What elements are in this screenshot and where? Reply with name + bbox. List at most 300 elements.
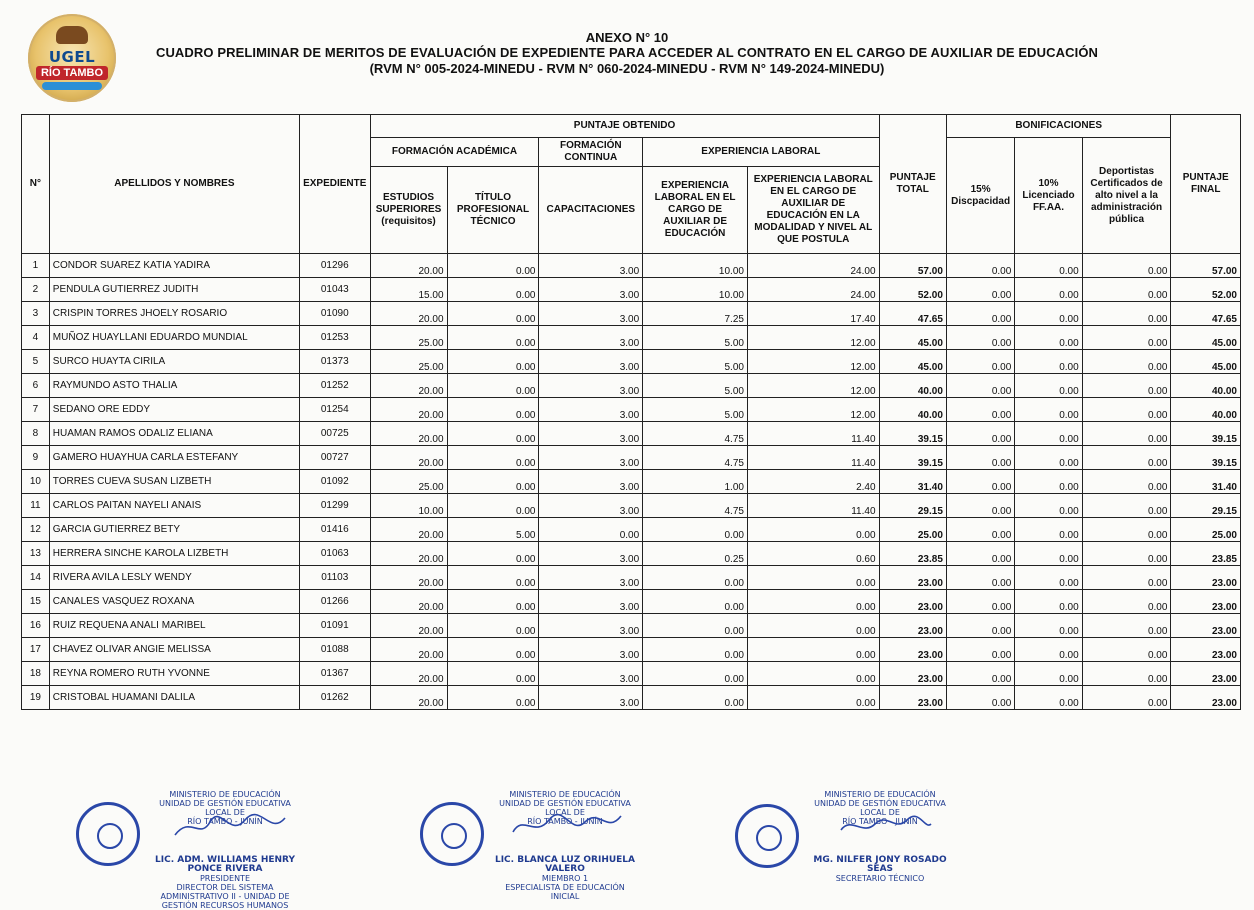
score-titulo: 0.00 xyxy=(447,542,539,566)
score-capacitaciones: 3.00 xyxy=(539,614,643,638)
seal-stamp-icon xyxy=(735,804,799,868)
bonus-discapacidad: 0.00 xyxy=(946,302,1014,326)
score-total: 23.00 xyxy=(879,614,946,638)
header-exp-cargo: EXPERIENCIA LABORAL EN EL CARGO DE AUXILIAR DE EDUCACIÓN xyxy=(643,167,748,254)
applicant-name: RAYMUNDO ASTO THALIA xyxy=(49,374,299,398)
score-capacitaciones: 3.00 xyxy=(539,494,643,518)
row-number: 9 xyxy=(22,446,50,470)
bonus-licenciado: 0.00 xyxy=(1015,278,1082,302)
score-estudios: 20.00 xyxy=(370,566,447,590)
score-final: 40.00 xyxy=(1171,374,1241,398)
sig-org2: UNIDAD DE GESTIÓN EDUCATIVA LOCAL DE xyxy=(159,799,291,817)
bonus-discapacidad: 0.00 xyxy=(946,662,1014,686)
score-total: 23.00 xyxy=(879,662,946,686)
sig-org3: RÍO TAMBO - JUNÍN xyxy=(842,817,918,826)
score-capacitaciones: 3.00 xyxy=(539,446,643,470)
score-final: 23.00 xyxy=(1171,566,1241,590)
signature-block-secretary xyxy=(805,790,955,883)
score-exp-modalidad: 2.40 xyxy=(747,470,879,494)
table-row xyxy=(22,326,1241,350)
score-titulo: 0.00 xyxy=(447,326,539,350)
handwritten-signature-icon xyxy=(170,810,290,842)
score-titulo: 0.00 xyxy=(447,470,539,494)
score-titulo: 0.00 xyxy=(447,614,539,638)
bonus-deportistas: 0.00 xyxy=(1082,662,1171,686)
score-total: 23.85 xyxy=(879,542,946,566)
row-number: 10 xyxy=(22,470,50,494)
table-row xyxy=(22,350,1241,374)
score-estudios: 20.00 xyxy=(370,590,447,614)
sig-extra: ESPECIALISTA DE EDUCACIÓN INICIAL xyxy=(505,883,625,901)
handwritten-signature-icon xyxy=(835,810,935,842)
score-capacitaciones: 3.00 xyxy=(539,350,643,374)
score-final: 40.00 xyxy=(1171,398,1241,422)
handwritten-signature-icon xyxy=(505,810,625,842)
annex-number: ANEXO N° 10 xyxy=(585,30,669,45)
table-row xyxy=(22,422,1241,446)
bonus-licenciado: 0.00 xyxy=(1015,326,1082,350)
score-final: 39.15 xyxy=(1171,446,1241,470)
sig-name: LIC. ADM. WILLIAMS HENRY PONCE RIVERA xyxy=(155,855,295,874)
score-total: 57.00 xyxy=(879,254,946,278)
applicant-name: GAMERO HUAYHUA CARLA ESTEFANY xyxy=(49,446,299,470)
score-total: 23.00 xyxy=(879,590,946,614)
applicant-name: TORRES CUEVA SUSAN LIZBETH xyxy=(49,470,299,494)
score-exp-modalidad: 0.00 xyxy=(747,566,879,590)
table-row xyxy=(22,494,1241,518)
table-row xyxy=(22,662,1241,686)
score-final: 23.85 xyxy=(1171,542,1241,566)
expediente-number: 01091 xyxy=(299,614,370,638)
score-estudios: 20.00 xyxy=(370,638,447,662)
bonus-deportistas: 0.00 xyxy=(1082,566,1171,590)
bonus-deportistas: 0.00 xyxy=(1082,614,1171,638)
score-final: 45.00 xyxy=(1171,326,1241,350)
score-exp-modalidad: 12.00 xyxy=(747,398,879,422)
score-total: 40.00 xyxy=(879,398,946,422)
score-titulo: 5.00 xyxy=(447,518,539,542)
score-estudios: 20.00 xyxy=(370,254,447,278)
bonus-deportistas: 0.00 xyxy=(1082,470,1171,494)
row-number: 6 xyxy=(22,374,50,398)
score-total: 31.40 xyxy=(879,470,946,494)
bonus-deportistas: 0.00 xyxy=(1082,374,1171,398)
applicant-name: SEDANO ORE EDDY xyxy=(49,398,299,422)
score-titulo: 0.00 xyxy=(447,254,539,278)
expediente-number: 01373 xyxy=(299,350,370,374)
bonus-licenciado: 0.00 xyxy=(1015,638,1082,662)
applicant-name: GARCIA GUTIERREZ BETY xyxy=(49,518,299,542)
sig-name: LIC. BLANCA LUZ ORIHUELA VALERO xyxy=(494,855,636,874)
score-estudios: 10.00 xyxy=(370,494,447,518)
header-name: APELLIDOS Y NOMBRES xyxy=(49,115,299,254)
seal-stamp-icon xyxy=(420,802,484,866)
row-number: 16 xyxy=(22,614,50,638)
score-capacitaciones: 3.00 xyxy=(539,566,643,590)
bonus-licenciado: 0.00 xyxy=(1015,494,1082,518)
header-exp-modalidad: EXPERIENCIA LABORAL EN EL CARGO DE AUXILIAR DE EDUCACIÓN EN LA MODALIDAD Y NIVEL AL QUE POSTULA xyxy=(747,167,879,254)
header-experiencia-laboral: EXPERIENCIA LABORAL xyxy=(643,138,879,167)
score-titulo: 0.00 xyxy=(447,278,539,302)
bonus-deportistas: 0.00 xyxy=(1082,398,1171,422)
bonus-discapacidad: 0.00 xyxy=(946,614,1014,638)
score-exp-cargo: 5.00 xyxy=(643,326,748,350)
score-final: 39.15 xyxy=(1171,422,1241,446)
score-capacitaciones: 3.00 xyxy=(539,398,643,422)
applicant-name: HERRERA SINCHE KAROLA LIZBETH xyxy=(49,542,299,566)
table-row xyxy=(22,542,1241,566)
table-row xyxy=(22,398,1241,422)
score-estudios: 25.00 xyxy=(370,350,447,374)
header-formacion-academica: FORMACIÓN ACADÉMICA xyxy=(370,138,539,167)
bonus-licenciado: 0.00 xyxy=(1015,470,1082,494)
score-final: 45.00 xyxy=(1171,350,1241,374)
table-row xyxy=(22,374,1241,398)
score-exp-cargo: 5.00 xyxy=(643,398,748,422)
score-capacitaciones: 3.00 xyxy=(539,470,643,494)
score-estudios: 20.00 xyxy=(370,398,447,422)
row-number: 5 xyxy=(22,350,50,374)
expediente-number: 01299 xyxy=(299,494,370,518)
bonus-licenciado: 0.00 xyxy=(1015,374,1082,398)
score-exp-cargo: 0.25 xyxy=(643,542,748,566)
score-estudios: 20.00 xyxy=(370,542,447,566)
score-exp-modalidad: 17.40 xyxy=(747,302,879,326)
table-row xyxy=(22,302,1241,326)
sig-org3: RÍO TAMBO - JUNÍN xyxy=(187,817,263,826)
table-row xyxy=(22,518,1241,542)
bonus-licenciado: 0.00 xyxy=(1015,302,1082,326)
score-estudios: 20.00 xyxy=(370,662,447,686)
score-total: 47.65 xyxy=(879,302,946,326)
merit-table xyxy=(21,114,1241,710)
table-row xyxy=(22,446,1241,470)
score-exp-cargo: 0.00 xyxy=(643,662,748,686)
applicant-name: SURCO HUAYTA CIRILA xyxy=(49,350,299,374)
row-number: 11 xyxy=(22,494,50,518)
score-capacitaciones: 3.00 xyxy=(539,422,643,446)
score-exp-modalidad: 0.60 xyxy=(747,542,879,566)
score-estudios: 20.00 xyxy=(370,518,447,542)
score-exp-modalidad: 12.00 xyxy=(747,350,879,374)
row-number: 15 xyxy=(22,590,50,614)
header-capacitaciones: CAPACITACIONES xyxy=(539,167,643,254)
row-number: 17 xyxy=(22,638,50,662)
score-capacitaciones: 0.00 xyxy=(539,518,643,542)
bonus-deportistas: 0.00 xyxy=(1082,302,1171,326)
bonus-licenciado: 0.00 xyxy=(1015,686,1082,710)
score-exp-cargo: 4.75 xyxy=(643,494,748,518)
bonus-licenciado: 0.00 xyxy=(1015,590,1082,614)
score-titulo: 0.00 xyxy=(447,638,539,662)
score-capacitaciones: 3.00 xyxy=(539,686,643,710)
bonus-discapacidad: 0.00 xyxy=(946,470,1014,494)
score-exp-cargo: 0.00 xyxy=(643,614,748,638)
applicant-name: CONDOR SUAREZ KATIA YADIRA xyxy=(49,254,299,278)
bonus-licenciado: 0.00 xyxy=(1015,518,1082,542)
expediente-number: 01103 xyxy=(299,566,370,590)
score-estudios: 20.00 xyxy=(370,686,447,710)
bonus-deportistas: 0.00 xyxy=(1082,350,1171,374)
score-estudios: 25.00 xyxy=(370,470,447,494)
score-titulo: 0.00 xyxy=(447,662,539,686)
applicant-name: CANALES VASQUEZ ROXANA xyxy=(49,590,299,614)
row-number: 3 xyxy=(22,302,50,326)
score-estudios: 20.00 xyxy=(370,374,447,398)
score-estudios: 25.00 xyxy=(370,326,447,350)
bonus-licenciado: 0.00 xyxy=(1015,254,1082,278)
score-final: 23.00 xyxy=(1171,638,1241,662)
score-capacitaciones: 3.00 xyxy=(539,590,643,614)
row-number: 14 xyxy=(22,566,50,590)
sig-role: SECRETARIO TÉCNICO xyxy=(835,874,925,883)
score-capacitaciones: 3.00 xyxy=(539,326,643,350)
row-number: 19 xyxy=(22,686,50,710)
score-titulo: 0.00 xyxy=(447,350,539,374)
table-row xyxy=(22,614,1241,638)
score-total: 39.15 xyxy=(879,422,946,446)
bonus-deportistas: 0.00 xyxy=(1082,494,1171,518)
expediente-number: 01254 xyxy=(299,398,370,422)
expediente-number: 01088 xyxy=(299,638,370,662)
score-estudios: 20.00 xyxy=(370,302,447,326)
header-puntaje-total: PUNTAJE TOTAL xyxy=(879,115,946,254)
score-exp-modalidad: 11.40 xyxy=(747,494,879,518)
sig-org3: RÍO TAMBO - JUNÍN xyxy=(527,817,603,826)
score-titulo: 0.00 xyxy=(447,566,539,590)
bonus-licenciado: 0.00 xyxy=(1015,398,1082,422)
bonus-discapacidad: 0.00 xyxy=(946,278,1014,302)
score-exp-cargo: 1.00 xyxy=(643,470,748,494)
expediente-number: 01090 xyxy=(299,302,370,326)
score-total: 40.00 xyxy=(879,374,946,398)
score-titulo: 0.00 xyxy=(447,494,539,518)
bonus-discapacidad: 0.00 xyxy=(946,590,1014,614)
bonus-licenciado: 0.00 xyxy=(1015,662,1082,686)
applicant-name: REYNA ROMERO RUTH YVONNE xyxy=(49,662,299,686)
table-row xyxy=(22,566,1241,590)
score-exp-modalidad: 0.00 xyxy=(747,518,879,542)
row-number: 4 xyxy=(22,326,50,350)
score-final: 47.65 xyxy=(1171,302,1241,326)
score-total: 25.00 xyxy=(879,518,946,542)
sig-name: MG. NILFER JONY ROSADO SEAS xyxy=(813,855,947,874)
score-titulo: 0.00 xyxy=(447,446,539,470)
header-puntaje-final: PUNTAJE FINAL xyxy=(1171,115,1241,254)
applicant-name: CRISPIN TORRES JHOELY ROSARIO xyxy=(49,302,299,326)
score-exp-cargo: 4.75 xyxy=(643,422,748,446)
bonus-discapacidad: 0.00 xyxy=(946,422,1014,446)
bonus-deportistas: 0.00 xyxy=(1082,542,1171,566)
applicant-name: CHAVEZ OLIVAR ANGIE MELISSA xyxy=(49,638,299,662)
header-puntaje-obtenido: PUNTAJE OBTENIDO xyxy=(370,115,879,138)
bonus-discapacidad: 0.00 xyxy=(946,326,1014,350)
score-exp-cargo: 0.00 xyxy=(643,686,748,710)
expediente-number: 01296 xyxy=(299,254,370,278)
expediente-number: 00727 xyxy=(299,446,370,470)
bonus-deportistas: 0.00 xyxy=(1082,446,1171,470)
expediente-number: 00725 xyxy=(299,422,370,446)
score-final: 29.15 xyxy=(1171,494,1241,518)
score-capacitaciones: 3.00 xyxy=(539,374,643,398)
signature-block-member xyxy=(490,790,640,901)
bonus-deportistas: 0.00 xyxy=(1082,638,1171,662)
header-expediente: EXPEDIENTE xyxy=(299,115,370,254)
signature-block-president xyxy=(150,790,300,910)
sig-org2: UNIDAD DE GESTIÓN EDUCATIVA LOCAL DE xyxy=(499,799,631,817)
bonus-licenciado: 0.00 xyxy=(1015,446,1082,470)
row-number: 8 xyxy=(22,422,50,446)
score-estudios: 20.00 xyxy=(370,422,447,446)
expediente-number: 01253 xyxy=(299,326,370,350)
row-number: 2 xyxy=(22,278,50,302)
score-exp-modalidad: 11.40 xyxy=(747,422,879,446)
bonus-discapacidad: 0.00 xyxy=(946,374,1014,398)
logo-river-icon xyxy=(42,82,102,90)
table-row xyxy=(22,638,1241,662)
score-total: 39.15 xyxy=(879,446,946,470)
bonus-discapacidad: 0.00 xyxy=(946,254,1014,278)
score-exp-cargo: 10.00 xyxy=(643,254,748,278)
score-titulo: 0.00 xyxy=(447,686,539,710)
bonus-licenciado: 0.00 xyxy=(1015,350,1082,374)
score-exp-cargo: 5.00 xyxy=(643,374,748,398)
score-exp-cargo: 0.00 xyxy=(643,638,748,662)
score-capacitaciones: 3.00 xyxy=(539,302,643,326)
bonus-discapacidad: 0.00 xyxy=(946,494,1014,518)
score-total: 23.00 xyxy=(879,686,946,710)
header-formacion-continua: FORMACIÓN CONTINUA xyxy=(539,138,643,167)
header-licenciado: 10% Licenciado FF.AA. xyxy=(1015,138,1082,254)
score-exp-cargo: 7.25 xyxy=(643,302,748,326)
score-total: 52.00 xyxy=(879,278,946,302)
logo-place-text: RÍO TAMBO xyxy=(36,66,108,80)
row-number: 18 xyxy=(22,662,50,686)
bonus-discapacidad: 0.00 xyxy=(946,518,1014,542)
bonus-deportistas: 0.00 xyxy=(1082,590,1171,614)
score-exp-modalidad: 0.00 xyxy=(747,662,879,686)
score-exp-modalidad: 0.00 xyxy=(747,590,879,614)
score-final: 25.00 xyxy=(1171,518,1241,542)
score-exp-modalidad: 0.00 xyxy=(747,614,879,638)
score-estudios: 20.00 xyxy=(370,614,447,638)
score-titulo: 0.00 xyxy=(447,422,539,446)
row-number: 1 xyxy=(22,254,50,278)
score-exp-modalidad: 12.00 xyxy=(747,374,879,398)
sig-role: MIEMBRO 1 xyxy=(541,874,589,883)
expediente-number: 01367 xyxy=(299,662,370,686)
table-row xyxy=(22,590,1241,614)
score-final: 23.00 xyxy=(1171,590,1241,614)
sig-org1: MINISTERIO DE EDUCACIÓN xyxy=(169,790,281,799)
bonus-deportistas: 0.00 xyxy=(1082,518,1171,542)
applicant-name: RUIZ REQUENA ANALI MARIBEL xyxy=(49,614,299,638)
expediente-number: 01063 xyxy=(299,542,370,566)
bonus-discapacidad: 0.00 xyxy=(946,686,1014,710)
document-title: CUADRO PRELIMINAR DE MERITOS DE EVALUACIÓN DE EXPEDIENTE PARA ACCEDER AL CONTRATO EN EL CARGO DE AUXILIAR DE EDUCACIÓN xyxy=(155,45,1099,60)
header-estudios: ESTUDIOS SUPERIORES (requisitos) xyxy=(370,167,447,254)
score-titulo: 0.00 xyxy=(447,302,539,326)
score-exp-cargo: 5.00 xyxy=(643,350,748,374)
bonus-licenciado: 0.00 xyxy=(1015,542,1082,566)
score-final: 52.00 xyxy=(1171,278,1241,302)
bonus-discapacidad: 0.00 xyxy=(946,350,1014,374)
score-estudios: 15.00 xyxy=(370,278,447,302)
score-exp-modalidad: 11.40 xyxy=(747,446,879,470)
score-exp-modalidad: 12.00 xyxy=(747,326,879,350)
score-exp-cargo: 10.00 xyxy=(643,278,748,302)
bonus-deportistas: 0.00 xyxy=(1082,326,1171,350)
score-capacitaciones: 3.00 xyxy=(539,542,643,566)
bonus-discapacidad: 0.00 xyxy=(946,638,1014,662)
bonus-deportistas: 0.00 xyxy=(1082,686,1171,710)
table-row xyxy=(22,254,1241,278)
table-row xyxy=(22,470,1241,494)
header-titulo: TÍTULO PROFESIONAL TÉCNICO xyxy=(447,167,539,254)
sig-extra: DIRECTOR DEL SISTEMA ADMINISTRATIVO II - UNIDAD DE GESTIÓN RECURSOS HUMANOS xyxy=(160,883,290,910)
score-exp-cargo: 0.00 xyxy=(643,590,748,614)
expediente-number: 01252 xyxy=(299,374,370,398)
sig-org2: UNIDAD DE GESTIÓN EDUCATIVA LOCAL DE xyxy=(814,799,946,817)
bonus-deportistas: 0.00 xyxy=(1082,254,1171,278)
expediente-number: 01043 xyxy=(299,278,370,302)
bonus-licenciado: 0.00 xyxy=(1015,614,1082,638)
header-no: N° xyxy=(22,115,50,254)
bonus-deportistas: 0.00 xyxy=(1082,278,1171,302)
score-total: 29.15 xyxy=(879,494,946,518)
score-estudios: 20.00 xyxy=(370,446,447,470)
row-number: 7 xyxy=(22,398,50,422)
score-exp-modalidad: 24.00 xyxy=(747,254,879,278)
row-number: 12 xyxy=(22,518,50,542)
score-capacitaciones: 3.00 xyxy=(539,278,643,302)
table-row xyxy=(22,686,1241,710)
header-bonificaciones: BONIFICACIONES xyxy=(946,115,1171,138)
bonus-discapacidad: 0.00 xyxy=(946,398,1014,422)
score-total: 23.00 xyxy=(879,566,946,590)
applicant-name: MUÑOZ HUAYLLANI EDUARDO MUNDIAL xyxy=(49,326,299,350)
document-subtitle: (RVM N° 005-2024-MINEDU - RVM N° 060-2024-MINEDU - RVM N° 149-2024-MINEDU) xyxy=(369,61,885,76)
bonus-discapacidad: 0.00 xyxy=(946,446,1014,470)
expediente-number: 01262 xyxy=(299,686,370,710)
document-header xyxy=(0,30,1254,77)
score-exp-cargo: 0.00 xyxy=(643,566,748,590)
score-final: 57.00 xyxy=(1171,254,1241,278)
bonus-deportistas: 0.00 xyxy=(1082,422,1171,446)
table-row xyxy=(22,278,1241,302)
sig-org1: MINISTERIO DE EDUCACIÓN xyxy=(509,790,621,799)
expediente-number: 01416 xyxy=(299,518,370,542)
expediente-number: 01092 xyxy=(299,470,370,494)
sig-role: PRESIDENTE xyxy=(199,874,250,883)
bonus-discapacidad: 0.00 xyxy=(946,566,1014,590)
score-capacitaciones: 3.00 xyxy=(539,662,643,686)
applicant-name: PENDULA GUTIERREZ JUDITH xyxy=(49,278,299,302)
expediente-number: 01266 xyxy=(299,590,370,614)
score-exp-modalidad: 24.00 xyxy=(747,278,879,302)
applicant-name: CARLOS PAITAN NAYELI ANAIS xyxy=(49,494,299,518)
merit-table-body xyxy=(22,254,1241,710)
applicant-name: HUAMAN RAMOS ODALIZ ELIANA xyxy=(49,422,299,446)
applicant-name: RIVERA AVILA LESLY WENDY xyxy=(49,566,299,590)
score-exp-cargo: 4.75 xyxy=(643,446,748,470)
seal-stamp-icon xyxy=(76,802,140,866)
score-titulo: 0.00 xyxy=(447,398,539,422)
row-number: 13 xyxy=(22,542,50,566)
score-total: 45.00 xyxy=(879,326,946,350)
score-final: 23.00 xyxy=(1171,662,1241,686)
score-final: 23.00 xyxy=(1171,614,1241,638)
